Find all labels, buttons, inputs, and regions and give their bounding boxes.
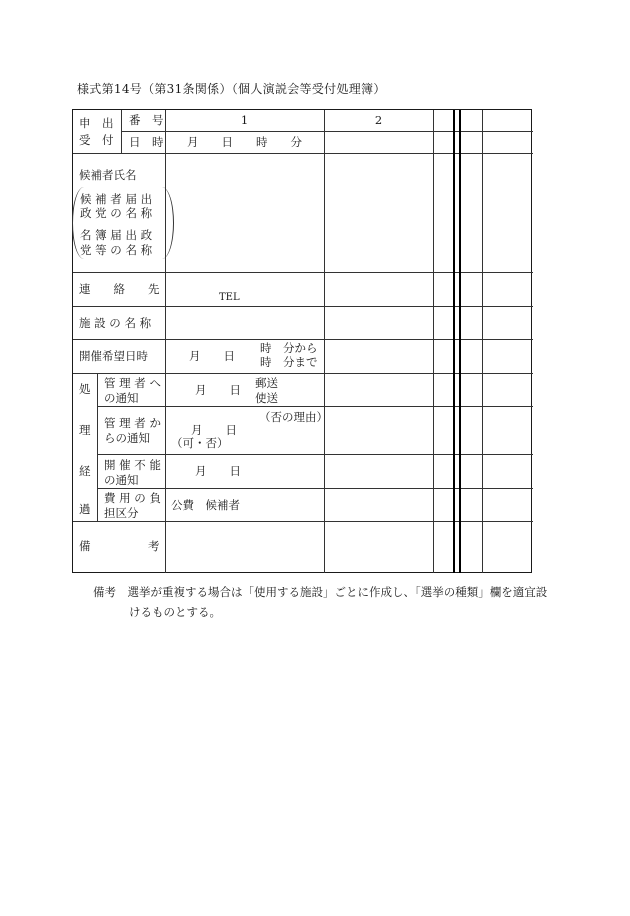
notify-manager-date: 月 日 [195,383,241,397]
row-line-desired [73,373,533,374]
row-line-names [73,272,533,273]
desired-time-from: 時 分から [260,341,318,355]
desired-datetime-label: 開催希望日時 [79,349,148,363]
cancel-notice-label-1: 開 催 不 能 [104,458,161,472]
form-title: 様式第14号（第31条関係）（個人演説会等受付処理簿） [77,82,386,96]
cancel-notice-label-2: の通知 [104,473,139,487]
party-line-2: 政 党 の 名 称 [80,206,153,220]
row-line-contact [73,306,533,307]
double-rule-right [459,110,461,573]
remarks-label: 備 考 [79,539,160,553]
approval-result: （可・否） [171,436,229,450]
process-char-3: 経 [79,464,91,478]
footnote-line-2: けるものとする。 [129,605,221,619]
col1-number: 1 [240,113,249,127]
from-manager-date: 月 日 [191,423,237,437]
double-rule-left [453,110,455,573]
process-char-4: 過 [79,502,91,516]
contact-label: 連 絡 先 [79,282,160,296]
row-line-p1 [97,406,533,407]
from-manager-label-2: らの通知 [104,431,150,445]
col-line-3 [482,110,483,573]
desired-date-value: 月 日 [189,349,235,363]
notify-method-mail: 郵送 [255,376,278,390]
col2-number: 2 [374,113,383,127]
row-line-facility [73,339,533,340]
party-line-3: 名 簿 届 出 政 [80,228,153,242]
number-label: 番 号 [129,113,164,127]
process-char-2: 理 [79,423,91,437]
row-line-number [121,131,533,132]
cost-label-2: 担区分 [104,506,139,520]
notify-manager-label-1: 管 理 者 へ [104,376,161,390]
desired-time-to: 時 分まで [260,355,318,369]
col-line-2 [433,110,434,573]
refusal-reason-label: （否の理由） [259,410,328,424]
col-line-process-side [97,373,98,521]
col-line-label [165,110,166,573]
reception-register-table [72,109,532,573]
datetime-label: 日 時 [129,135,164,149]
cost-label-1: 費 用 の 負 [104,491,161,505]
row-line-p3 [97,488,533,489]
facility-label: 施 設 の 名 称 [79,316,152,330]
row-line-header [73,153,533,154]
col-line-receipt [121,110,122,153]
from-manager-label-1: 管 理 者 か [104,416,161,430]
notify-manager-label-2: の通知 [104,391,139,405]
candidate-name-label: 候補者氏名 [79,168,137,182]
col-line-1 [324,110,325,573]
cancel-notice-date: 月 日 [195,464,241,478]
cost-value: 公費 候補者 [171,498,240,512]
process-char-1: 処 [79,382,91,396]
receipt-label-2: 受 付 [79,133,114,147]
footnote-line-1: 備考 選挙が重複する場合は「使用する施設」ごとに作成し、「選挙の種類」欄を適宜設 [93,585,548,599]
row-line-p2 [97,454,533,455]
datetime-value: 月 日 時 分 [187,135,302,149]
tel-label: TEL [219,292,240,303]
receipt-label-1: 申 出 [79,116,114,130]
party-line-1: 候 補 者 届 出 [80,192,153,206]
notify-method-hand: 使送 [255,391,278,405]
row-line-process [73,521,533,522]
party-line-4: 党 等 の 名 称 [80,243,153,257]
